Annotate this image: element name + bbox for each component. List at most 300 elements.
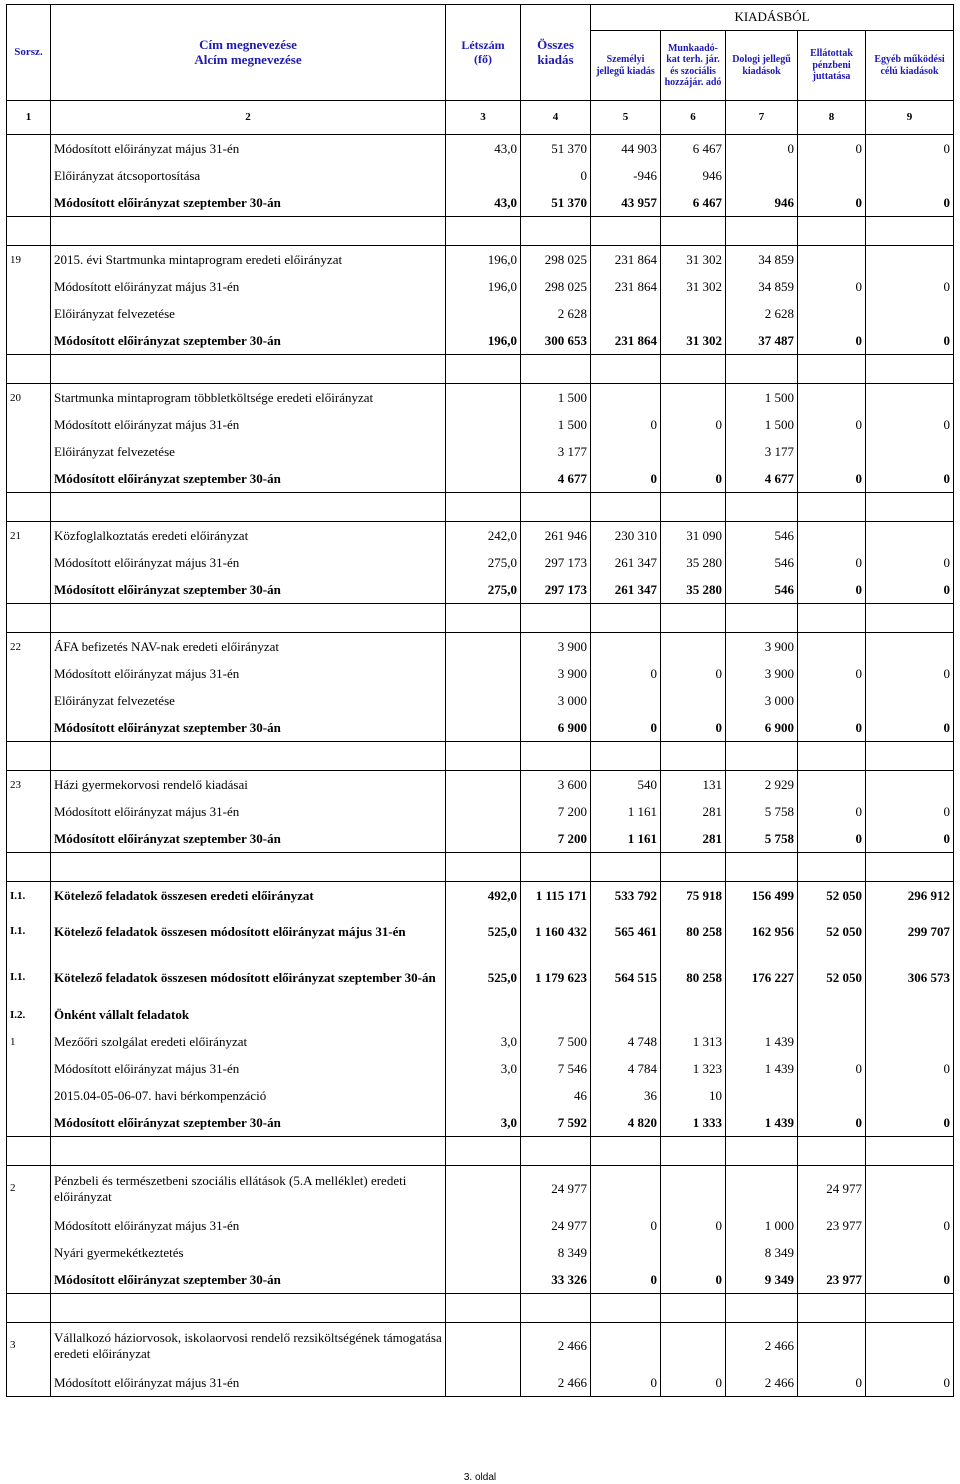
spacer-cell [866, 1137, 954, 1166]
row-sorsz: 23 [7, 771, 51, 799]
row-sorsz: I.2. [7, 1001, 51, 1028]
spacer-cell [798, 1137, 866, 1166]
row-ellatottak: 23 977 [798, 1212, 866, 1239]
row-label: Módosított előirányzat május 31-én [51, 1055, 446, 1082]
row-dologi: 1 500 [726, 411, 798, 438]
row-ellatottak [798, 1028, 866, 1055]
row-egyeb [866, 1082, 954, 1109]
row-sorsz [7, 1239, 51, 1266]
row-osszes: 3 177 [521, 438, 591, 465]
spacer-cell [521, 742, 591, 771]
row-letszam [446, 660, 521, 687]
row-ellatottak [798, 384, 866, 412]
row-ellatottak [798, 1001, 866, 1028]
row-egyeb: 0 [866, 1055, 954, 1082]
row-ellatottak: 0 [798, 411, 866, 438]
row-munkaado: 35 280 [661, 549, 726, 576]
row-szemelyi: 540 [591, 771, 661, 799]
row-dologi: 1 439 [726, 1109, 798, 1137]
row-dologi: 156 499 [726, 882, 798, 910]
row-letszam: 3,0 [446, 1055, 521, 1082]
row-letszam: 525,0 [446, 955, 521, 1001]
row-szemelyi: 261 347 [591, 549, 661, 576]
spacer-row [7, 853, 954, 882]
row-szemelyi: 0 [591, 1369, 661, 1397]
row-osszes: 7 200 [521, 825, 591, 853]
table-row [7, 1239, 954, 1266]
row-szemelyi [591, 384, 661, 412]
row-munkaado: 0 [661, 1369, 726, 1397]
row-osszes: 8 349 [521, 1239, 591, 1266]
row-sorsz [7, 273, 51, 300]
row-szemelyi: 231 864 [591, 246, 661, 274]
table-row [7, 300, 954, 327]
table-row [7, 189, 954, 217]
row-label: Előirányzat felvezetése [51, 300, 446, 327]
spacer-cell [446, 217, 521, 246]
row-osszes: 2 628 [521, 300, 591, 327]
row-osszes: 3 900 [521, 633, 591, 661]
table-row [7, 411, 954, 438]
row-dologi: 2 466 [726, 1369, 798, 1397]
row-label: Kötelező feladatok összesen eredeti előirányzat [51, 882, 446, 910]
row-letszam [446, 1369, 521, 1397]
spacer-row [7, 493, 954, 522]
spacer-cell [726, 1137, 798, 1166]
column-number: 5 [591, 101, 661, 135]
row-label: Módosított előirányzat szeptember 30-án [51, 714, 446, 742]
row-sorsz [7, 1266, 51, 1294]
spacer-cell [521, 493, 591, 522]
column-number: 1 [7, 101, 51, 135]
row-ellatottak: 0 [798, 135, 866, 163]
row-letszam [446, 411, 521, 438]
row-dologi: 9 349 [726, 1266, 798, 1294]
spacer-cell [51, 1137, 446, 1166]
row-egyeb: 306 573 [866, 955, 954, 1001]
table-row [7, 687, 954, 714]
spacer-cell [7, 217, 51, 246]
row-letszam [446, 798, 521, 825]
spacer-cell [661, 355, 726, 384]
row-letszam: 196,0 [446, 327, 521, 355]
row-letszam [446, 162, 521, 189]
row-osszes: 1 500 [521, 411, 591, 438]
row-szemelyi [591, 438, 661, 465]
row-munkaado: 31 090 [661, 522, 726, 550]
spacer-cell [51, 493, 446, 522]
column-number: 6 [661, 101, 726, 135]
row-letszam [446, 1323, 521, 1370]
row-egyeb: 0 [866, 273, 954, 300]
spacer-cell [726, 493, 798, 522]
row-letszam: 492,0 [446, 882, 521, 910]
table-row [7, 1166, 954, 1213]
row-osszes: 1 115 171 [521, 882, 591, 910]
header-cim [51, 5, 446, 101]
spacer-cell [661, 604, 726, 633]
table-row [7, 549, 954, 576]
row-sorsz [7, 1369, 51, 1397]
row-label: Módosított előirányzat május 31-én [51, 273, 446, 300]
spacer-cell [866, 853, 954, 882]
row-munkaado: 1 323 [661, 1055, 726, 1082]
row-munkaado [661, 1001, 726, 1028]
row-munkaado: 75 918 [661, 882, 726, 910]
budget-table [6, 4, 954, 1397]
spacer-cell [591, 853, 661, 882]
table-row [7, 438, 954, 465]
row-label: Módosított előirányzat szeptember 30-án [51, 189, 446, 217]
row-egyeb: 0 [866, 825, 954, 853]
row-label: Módosított előirányzat május 31-én [51, 1369, 446, 1397]
row-sorsz [7, 135, 51, 163]
spacer-row [7, 1294, 954, 1323]
table-row [7, 882, 954, 910]
spacer-cell [51, 1294, 446, 1323]
row-ellatottak [798, 162, 866, 189]
row-letszam [446, 1001, 521, 1028]
spacer-cell [798, 217, 866, 246]
spacer-cell [446, 493, 521, 522]
spacer-row [7, 355, 954, 384]
row-ellatottak: 52 050 [798, 909, 866, 955]
row-osszes: 300 653 [521, 327, 591, 355]
spacer-row [7, 1137, 954, 1166]
row-egyeb: 0 [866, 465, 954, 493]
row-ellatottak [798, 300, 866, 327]
row-label: Előirányzat átcsoportosítása [51, 162, 446, 189]
row-dologi: 37 487 [726, 327, 798, 355]
table-row [7, 135, 954, 163]
row-sorsz [7, 1212, 51, 1239]
spacer-cell [866, 1294, 954, 1323]
row-munkaado: 10 [661, 1082, 726, 1109]
row-dologi: 34 859 [726, 273, 798, 300]
row-egyeb [866, 633, 954, 661]
row-osszes: 298 025 [521, 246, 591, 274]
row-szemelyi [591, 300, 661, 327]
row-ellatottak [798, 438, 866, 465]
row-letszam: 196,0 [446, 273, 521, 300]
row-ellatottak: 0 [798, 1109, 866, 1137]
spacer-cell [521, 355, 591, 384]
row-ellatottak [798, 1239, 866, 1266]
row-munkaado: 0 [661, 411, 726, 438]
row-egyeb: 0 [866, 660, 954, 687]
row-sorsz [7, 438, 51, 465]
row-label: Módosított előirányzat szeptember 30-án [51, 1109, 446, 1137]
row-ellatottak: 52 050 [798, 955, 866, 1001]
spacer-cell [798, 742, 866, 771]
table-row [7, 771, 954, 799]
row-szemelyi: -946 [591, 162, 661, 189]
spacer-cell [591, 742, 661, 771]
row-munkaado: 281 [661, 825, 726, 853]
spacer-cell [866, 493, 954, 522]
row-munkaado: 131 [661, 771, 726, 799]
row-letszam [446, 1082, 521, 1109]
row-letszam: 3,0 [446, 1109, 521, 1137]
row-szemelyi: 4 784 [591, 1055, 661, 1082]
row-dologi: 34 859 [726, 246, 798, 274]
row-ellatottak: 0 [798, 798, 866, 825]
row-dologi: 162 956 [726, 909, 798, 955]
row-label: Kötelező feladatok összesen módosított előirányzat május 31-én [51, 909, 446, 955]
row-osszes: 33 326 [521, 1266, 591, 1294]
spacer-cell [866, 742, 954, 771]
row-dologi [726, 1082, 798, 1109]
row-ellatottak: 0 [798, 327, 866, 355]
table-row [7, 660, 954, 687]
row-dologi: 1 000 [726, 1212, 798, 1239]
row-dologi: 946 [726, 189, 798, 217]
row-egyeb [866, 1001, 954, 1028]
table-row [7, 955, 954, 1001]
row-ellatottak: 0 [798, 660, 866, 687]
spacer-cell [446, 604, 521, 633]
row-osszes: 0 [521, 162, 591, 189]
spacer-cell [798, 493, 866, 522]
row-munkaado: 31 302 [661, 327, 726, 355]
header-munkaado: Munkaadó-kat terh. jár. és szociális hozzájár. adó [661, 31, 726, 101]
row-letszam [446, 384, 521, 412]
spacer-cell [446, 1294, 521, 1323]
header-egyeb: Egyéb működési célú kiadások [866, 31, 954, 101]
row-osszes: 298 025 [521, 273, 591, 300]
row-ellatottak: 0 [798, 465, 866, 493]
row-osszes: 3 000 [521, 687, 591, 714]
row-osszes: 7 500 [521, 1028, 591, 1055]
row-label: Házi gyermekorvosi rendelő kiadásai [51, 771, 446, 799]
row-dologi: 176 227 [726, 955, 798, 1001]
row-szemelyi: 4 820 [591, 1109, 661, 1137]
spacer-row [7, 604, 954, 633]
row-ellatottak [798, 633, 866, 661]
table-row [7, 714, 954, 742]
row-dologi: 5 758 [726, 798, 798, 825]
row-dologi: 3 177 [726, 438, 798, 465]
row-osszes [521, 1001, 591, 1028]
row-egyeb: 0 [866, 1109, 954, 1137]
table-row [7, 384, 954, 412]
row-egyeb [866, 300, 954, 327]
row-ellatottak: 0 [798, 576, 866, 604]
row-munkaado: 0 [661, 660, 726, 687]
row-sorsz [7, 1055, 51, 1082]
row-szemelyi: 0 [591, 714, 661, 742]
row-letszam: 275,0 [446, 549, 521, 576]
spacer-cell [446, 742, 521, 771]
row-letszam: 43,0 [446, 135, 521, 163]
row-munkaado: 0 [661, 1266, 726, 1294]
row-egyeb: 0 [866, 411, 954, 438]
row-dologi: 0 [726, 135, 798, 163]
row-letszam [446, 1266, 521, 1294]
row-szemelyi [591, 1001, 661, 1028]
row-label: Módosított előirányzat május 31-én [51, 549, 446, 576]
row-ellatottak: 0 [798, 825, 866, 853]
spacer-cell [661, 853, 726, 882]
row-munkaado: 31 302 [661, 246, 726, 274]
spacer-cell [446, 853, 521, 882]
spacer-cell [51, 853, 446, 882]
column-number-row [7, 101, 954, 135]
row-letszam: 242,0 [446, 522, 521, 550]
row-egyeb [866, 687, 954, 714]
row-osszes: 51 370 [521, 135, 591, 163]
row-sorsz [7, 1082, 51, 1109]
spacer-cell [51, 604, 446, 633]
row-egyeb [866, 438, 954, 465]
spacer-cell [866, 217, 954, 246]
row-letszam [446, 438, 521, 465]
row-szemelyi: 1 161 [591, 825, 661, 853]
row-letszam [446, 1239, 521, 1266]
row-letszam [446, 714, 521, 742]
header-osszes [521, 5, 591, 101]
row-letszam [446, 771, 521, 799]
table-row [7, 1212, 954, 1239]
spacer-cell [51, 355, 446, 384]
row-sorsz [7, 549, 51, 576]
row-osszes: 1 500 [521, 384, 591, 412]
row-letszam: 525,0 [446, 909, 521, 955]
row-dologi [726, 162, 798, 189]
spacer-cell [7, 742, 51, 771]
row-ellatottak: 0 [798, 714, 866, 742]
spacer-cell [866, 355, 954, 384]
row-munkaado: 1 333 [661, 1109, 726, 1137]
row-sorsz [7, 465, 51, 493]
spacer-cell [726, 217, 798, 246]
row-sorsz: 3 [7, 1323, 51, 1370]
header-cim-line1: Cím megnevezése [199, 36, 297, 52]
spacer-cell [661, 217, 726, 246]
row-munkaado [661, 1323, 726, 1370]
spacer-cell [446, 355, 521, 384]
row-egyeb: 0 [866, 189, 954, 217]
row-dologi: 1 439 [726, 1028, 798, 1055]
spacer-cell [521, 604, 591, 633]
row-label: Módosított előirányzat szeptember 30-án [51, 576, 446, 604]
table-body [7, 135, 954, 1397]
header-osszes-line1: Összes [537, 36, 574, 52]
row-osszes: 6 900 [521, 714, 591, 742]
row-letszam [446, 1166, 521, 1213]
row-egyeb [866, 771, 954, 799]
row-egyeb: 0 [866, 576, 954, 604]
header-sorsz: Sorsz. [7, 5, 51, 101]
row-ellatottak: 0 [798, 273, 866, 300]
row-egyeb: 299 707 [866, 909, 954, 955]
row-szemelyi: 0 [591, 1266, 661, 1294]
header-ellatottak: Ellátottak pénzbeni juttatása [798, 31, 866, 101]
row-letszam [446, 687, 521, 714]
spacer-cell [521, 1294, 591, 1323]
row-dologi: 1 439 [726, 1055, 798, 1082]
table-row [7, 1055, 954, 1082]
column-number: 8 [798, 101, 866, 135]
row-sorsz [7, 576, 51, 604]
row-sorsz: 21 [7, 522, 51, 550]
row-letszam [446, 300, 521, 327]
row-egyeb [866, 384, 954, 412]
row-szemelyi: 533 792 [591, 882, 661, 910]
row-szemelyi: 1 161 [591, 798, 661, 825]
row-dologi [726, 1001, 798, 1028]
row-egyeb [866, 522, 954, 550]
row-label: Módosított előirányzat május 31-én [51, 660, 446, 687]
spacer-cell [726, 742, 798, 771]
row-letszam: 3,0 [446, 1028, 521, 1055]
row-ellatottak [798, 522, 866, 550]
row-egyeb: 0 [866, 1266, 954, 1294]
row-osszes: 51 370 [521, 189, 591, 217]
row-munkaado: 6 467 [661, 135, 726, 163]
spacer-row [7, 217, 954, 246]
row-osszes: 261 946 [521, 522, 591, 550]
row-label: Módosított előirányzat szeptember 30-án [51, 327, 446, 355]
row-egyeb: 0 [866, 549, 954, 576]
row-egyeb [866, 246, 954, 274]
row-egyeb [866, 1239, 954, 1266]
row-sorsz: I.1. [7, 882, 51, 910]
row-egyeb: 0 [866, 135, 954, 163]
row-dologi: 4 677 [726, 465, 798, 493]
row-munkaado [661, 1239, 726, 1266]
spacer-cell [726, 1294, 798, 1323]
row-sorsz [7, 660, 51, 687]
row-ellatottak: 0 [798, 1369, 866, 1397]
header-osszes-line2: kiadás [537, 51, 574, 67]
row-letszam: 43,0 [446, 189, 521, 217]
row-osszes: 7 200 [521, 798, 591, 825]
column-number: 2 [51, 101, 446, 135]
row-munkaado [661, 1166, 726, 1213]
row-sorsz: 1 [7, 1028, 51, 1055]
row-label: Előirányzat felvezetése [51, 438, 446, 465]
row-osszes: 1 160 432 [521, 909, 591, 955]
row-dologi: 3 900 [726, 633, 798, 661]
spacer-cell [591, 217, 661, 246]
row-munkaado: 35 280 [661, 576, 726, 604]
row-label: Módosított előirányzat szeptember 30-án [51, 465, 446, 493]
spacer-cell [7, 604, 51, 633]
spacer-cell [591, 1137, 661, 1166]
row-label: Módosított előirányzat május 31-én [51, 135, 446, 163]
row-szemelyi: 261 347 [591, 576, 661, 604]
row-ellatottak: 0 [798, 549, 866, 576]
row-munkaado [661, 384, 726, 412]
row-dologi: 546 [726, 522, 798, 550]
row-dologi: 546 [726, 576, 798, 604]
row-egyeb: 0 [866, 798, 954, 825]
spacer-cell [591, 604, 661, 633]
row-munkaado: 946 [661, 162, 726, 189]
header-letszam [446, 5, 521, 101]
row-dologi: 1 500 [726, 384, 798, 412]
row-label: 2015. évi Startmunka mintaprogram eredeti előirányzat [51, 246, 446, 274]
row-sorsz [7, 798, 51, 825]
table-row [7, 909, 954, 955]
spacer-cell [726, 604, 798, 633]
row-szemelyi [591, 1323, 661, 1370]
spacer-cell [591, 355, 661, 384]
row-osszes: 1 179 623 [521, 955, 591, 1001]
row-munkaado: 6 467 [661, 189, 726, 217]
row-label: ÁFA befizetés NAV-nak eredeti előirányzat [51, 633, 446, 661]
